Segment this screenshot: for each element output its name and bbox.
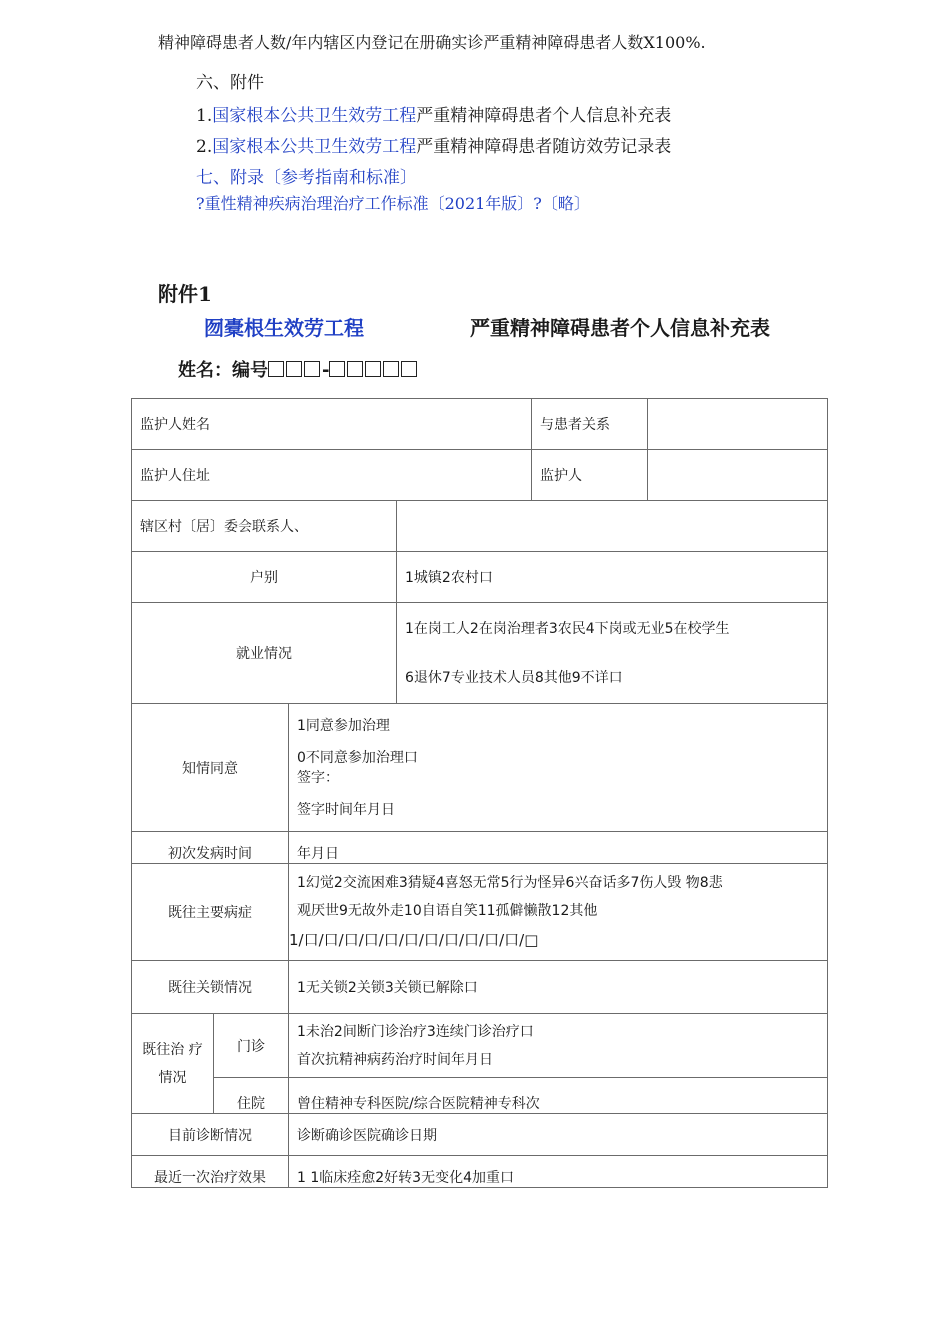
inpatient-value[interactable]: 曾住精神专科医院/综合医院精神专科次 [289, 1078, 828, 1114]
name-number-line [178, 356, 419, 382]
reference-line[interactable]: ?重性精神疾病治理治疗工作标准〔2021年版〕?〔略〕 [196, 194, 590, 213]
attachment-item-2 [196, 132, 671, 157]
name-separator: - [322, 360, 330, 381]
consent-line-1: 1同意参加治理 [297, 717, 390, 734]
diagnosis-value[interactable]: 诊断确诊医院确诊日期 [289, 1114, 828, 1156]
consent-value[interactable] [289, 704, 828, 832]
item1-link[interactable]: 国家根本公共卫生效劳工程 [212, 106, 417, 126]
effect-value[interactable]: 1 1临床痊愈2好转3无变化4加重口 [289, 1156, 828, 1188]
consent-line-3: 签字： [297, 769, 339, 786]
section6-heading: 六、附件 [196, 73, 264, 93]
symptoms-value[interactable] [289, 864, 828, 961]
diagnosis-label: 目前诊断情况 [132, 1114, 289, 1156]
item1-prefix: 1. [196, 106, 213, 126]
employment-line-1: 1在岗工人2在岗治理者3农民4下岗或无业5在校学生 [405, 620, 730, 637]
title-left: 囫橐根生效劳工程 [204, 316, 364, 340]
employment-line-2: 6退休7专业技术人员8其他9不详口 [405, 669, 623, 686]
number-box[interactable] [383, 361, 399, 377]
onset-label: 初次发病时间 [132, 832, 289, 864]
number-box[interactable] [268, 361, 284, 377]
item2-link[interactable]: 国家根本公共卫生效劳工程 [212, 137, 417, 157]
number-box[interactable] [304, 361, 320, 377]
relation-field[interactable] [648, 399, 828, 450]
attachment-item-1 [196, 101, 671, 126]
relation-label: 与患者关系 [532, 399, 648, 450]
outpatient-value[interactable] [289, 1014, 828, 1078]
item1-rest: 严重精神障碍患者个人信息补充表 [416, 106, 672, 126]
title-right: 严重精神障碍患者个人信息补充表 [470, 316, 770, 340]
onset-value[interactable]: 年月日 [289, 832, 828, 864]
number-box[interactable] [329, 361, 345, 377]
household-label: 户别 [132, 552, 397, 603]
guardian-address-label: 监护人住址 [132, 450, 532, 501]
outpatient-line-1: 1未治2间断门诊治疗3连续门诊治疗口 [297, 1023, 534, 1040]
item2-prefix: 2. [196, 137, 213, 157]
outpatient-line-2: 首次抗精神病药治疗时间年月日 [297, 1051, 493, 1068]
symptoms-line-1: 1幻觉2交流困难3猜疑4喜怒无常5行为怪异6兴奋话多7伤人毁 物8悲 [297, 875, 723, 891]
consent-line-2: 0不同意参加治理口 [297, 749, 418, 766]
guardian-field[interactable] [648, 450, 828, 501]
consent-label: 知情同意 [132, 704, 289, 832]
effect-label: 最近一次治疗效果 [132, 1156, 289, 1188]
patient-info-form [131, 398, 828, 1188]
household-value[interactable]: 1城镇2农村口 [397, 552, 828, 603]
item2-rest: 严重精神障碍患者随访效劳记录表 [416, 137, 672, 157]
formula-line: 精神障碍患者人数/年内辖区内登记在册确实诊严重精神障碍患者人数Ⅹ100%. [158, 33, 706, 52]
guardian-label: 监护人 [532, 450, 648, 501]
guardian-name-label: 监护人姓名 [132, 399, 532, 450]
attachment-label: 附件1 [158, 282, 212, 306]
number-box[interactable] [347, 361, 363, 377]
treatment-label-line-2: 情况 [158, 1069, 187, 1086]
number-box[interactable] [365, 361, 381, 377]
employment-value[interactable] [397, 603, 828, 704]
name-label: 姓名：编号 [178, 360, 268, 381]
symptoms-line-3: 1/口/口/口/口/口/口/口/口/口/口/口/□ [289, 931, 539, 949]
village-contact-label: 辖区村〔居〕委会联系人、 [132, 501, 397, 552]
village-contact-field[interactable] [397, 501, 828, 552]
outpatient-label: 门诊 [214, 1014, 289, 1078]
section7-heading[interactable]: 七、附录〔参考指南和标准〕 [196, 168, 417, 188]
symptoms-label: 既往主要病症 [132, 864, 289, 961]
treatment-label-line-1: 既往治 疗 [142, 1041, 203, 1058]
number-box[interactable] [401, 361, 417, 377]
lock-value[interactable]: 1无关锁2关锁3关锁已解除口 [289, 961, 828, 1014]
number-box[interactable] [286, 361, 302, 377]
consent-line-4: 签字时间年月日 [297, 801, 395, 818]
employment-label: 就业情况 [132, 603, 397, 704]
symptoms-line-2: 观厌世9无故外走10自语自笑11孤僻懒散12其他 [297, 903, 598, 919]
treatment-label [132, 1014, 214, 1114]
inpatient-label: 住院 [214, 1078, 289, 1114]
lock-label: 既往关锁情况 [132, 961, 289, 1014]
